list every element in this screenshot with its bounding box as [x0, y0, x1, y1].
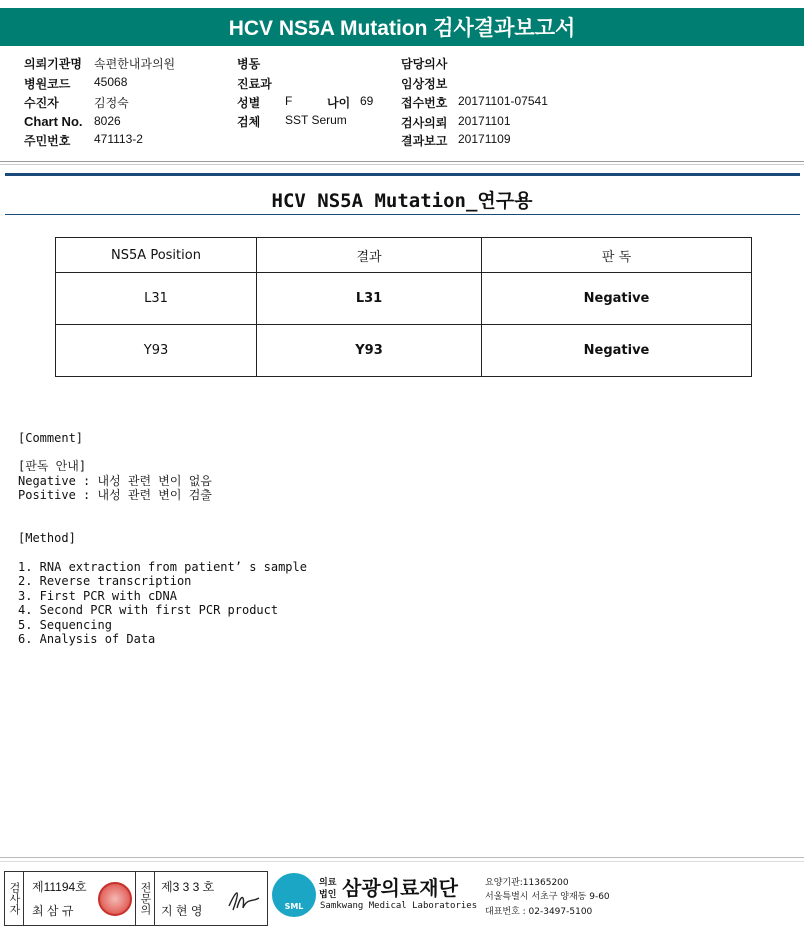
tester-label	[5, 872, 24, 925]
info-value: SST Serum	[285, 113, 347, 127]
info-value: 20171101	[458, 114, 511, 128]
sml-logo-icon	[272, 873, 316, 917]
org-english: Samkwang Medical Laboratories	[320, 901, 478, 911]
specialist-license: 제3 3 3 호	[161, 880, 215, 894]
table-row	[56, 325, 752, 377]
comment-heading: [Comment]	[18, 431, 84, 445]
table-row	[56, 273, 752, 325]
table-header-row	[56, 238, 752, 273]
org-phone: 대표번호 : 02-3497-5100	[485, 907, 593, 917]
info-value: 김정숙	[94, 96, 129, 110]
column-header: 판 독	[482, 238, 752, 273]
info-value: 20171101-07541	[458, 94, 548, 108]
org-address: 서울특별시 서초구 양재동 9-60	[485, 892, 610, 902]
table-cell: L31	[257, 273, 482, 325]
column-header: NS5A Position	[56, 238, 257, 273]
results-table	[55, 237, 752, 377]
table-cell: Negative	[482, 325, 752, 377]
info-value: 45068	[94, 75, 128, 89]
method-step: 3. First PCR with cDNA	[18, 589, 177, 603]
divider	[0, 161, 804, 162]
tester-name: 최 삼 규	[32, 904, 74, 918]
info-label: 병동	[237, 57, 261, 71]
divider	[0, 164, 804, 165]
info-value: 8026	[94, 114, 121, 128]
info-label: 결과보고	[401, 134, 448, 148]
signature-box	[4, 871, 268, 926]
info-label: 진료과	[237, 77, 272, 91]
divider	[0, 861, 804, 862]
guide-line: Negative : 내성 관련 변이 없음	[18, 474, 212, 488]
table-cell: Y93	[257, 325, 482, 377]
method-heading: [Method]	[18, 531, 76, 545]
info-label: 수진자	[24, 96, 59, 110]
info-label: 성별	[237, 96, 261, 110]
divider	[0, 857, 804, 858]
signature-image	[223, 884, 263, 916]
report-title: HCV NS5A Mutation_연구용	[271, 190, 533, 212]
guide-heading: [판독 안내]	[18, 459, 87, 473]
divider	[5, 214, 800, 215]
report-header-title: HCV NS5A Mutation 검사결과보고서	[0, 8, 804, 46]
info-value: 471113-2	[94, 132, 143, 146]
info-label: 담당의사	[401, 57, 448, 71]
info-label: Chart No.	[24, 114, 83, 129]
org-code: 요양기관:11365200	[485, 878, 569, 888]
patient-info	[0, 55, 804, 155]
method-step: 1. RNA extraction from patient’ s sample	[18, 560, 307, 574]
info-value: F	[285, 94, 293, 108]
info-label: 검사의뢰	[401, 116, 448, 130]
org-name: 삼광의료재단	[342, 876, 458, 900]
table-cell: L31	[56, 273, 257, 325]
logo-text: SML	[284, 902, 304, 911]
info-value: 20171109	[458, 132, 511, 146]
info-value: 속편한내과의원	[94, 57, 176, 71]
footer	[0, 863, 804, 936]
info-label: 의뢰기관명	[24, 57, 82, 71]
org-prefix: 법인	[319, 890, 337, 900]
info-label: 임상정보	[401, 77, 448, 91]
specialist-label-text: 전문의	[139, 882, 152, 915]
info-label: 접수번호	[401, 96, 448, 110]
divider	[5, 173, 800, 176]
tester-label-text: 검사자	[8, 882, 21, 915]
method-step: 4. Second PCR with first PCR product	[18, 603, 279, 617]
info-label: 검체	[237, 115, 261, 129]
info-label: 병원코드	[24, 77, 71, 91]
table-cell: Negative	[482, 273, 752, 325]
seal-stamp	[98, 882, 132, 916]
table-cell: Y93	[56, 325, 257, 377]
age-label: 나이	[327, 96, 351, 110]
method-step: 2. Reverse transcription	[18, 574, 192, 588]
specialist-name: 지 현 영	[161, 904, 203, 918]
info-label: 주민번호	[24, 134, 71, 148]
method-step: 5. Sequencing	[18, 618, 112, 632]
age-value: 69	[360, 94, 374, 108]
guide-line: Positive : 내성 관련 변이 검출	[18, 488, 212, 502]
tester-license: 제11194호	[32, 880, 87, 894]
column-header: 결과	[257, 238, 482, 273]
specialist-label	[135, 872, 155, 925]
org-prefix: 의료	[319, 878, 337, 888]
method-step: 6. Analysis of Data	[18, 632, 156, 646]
